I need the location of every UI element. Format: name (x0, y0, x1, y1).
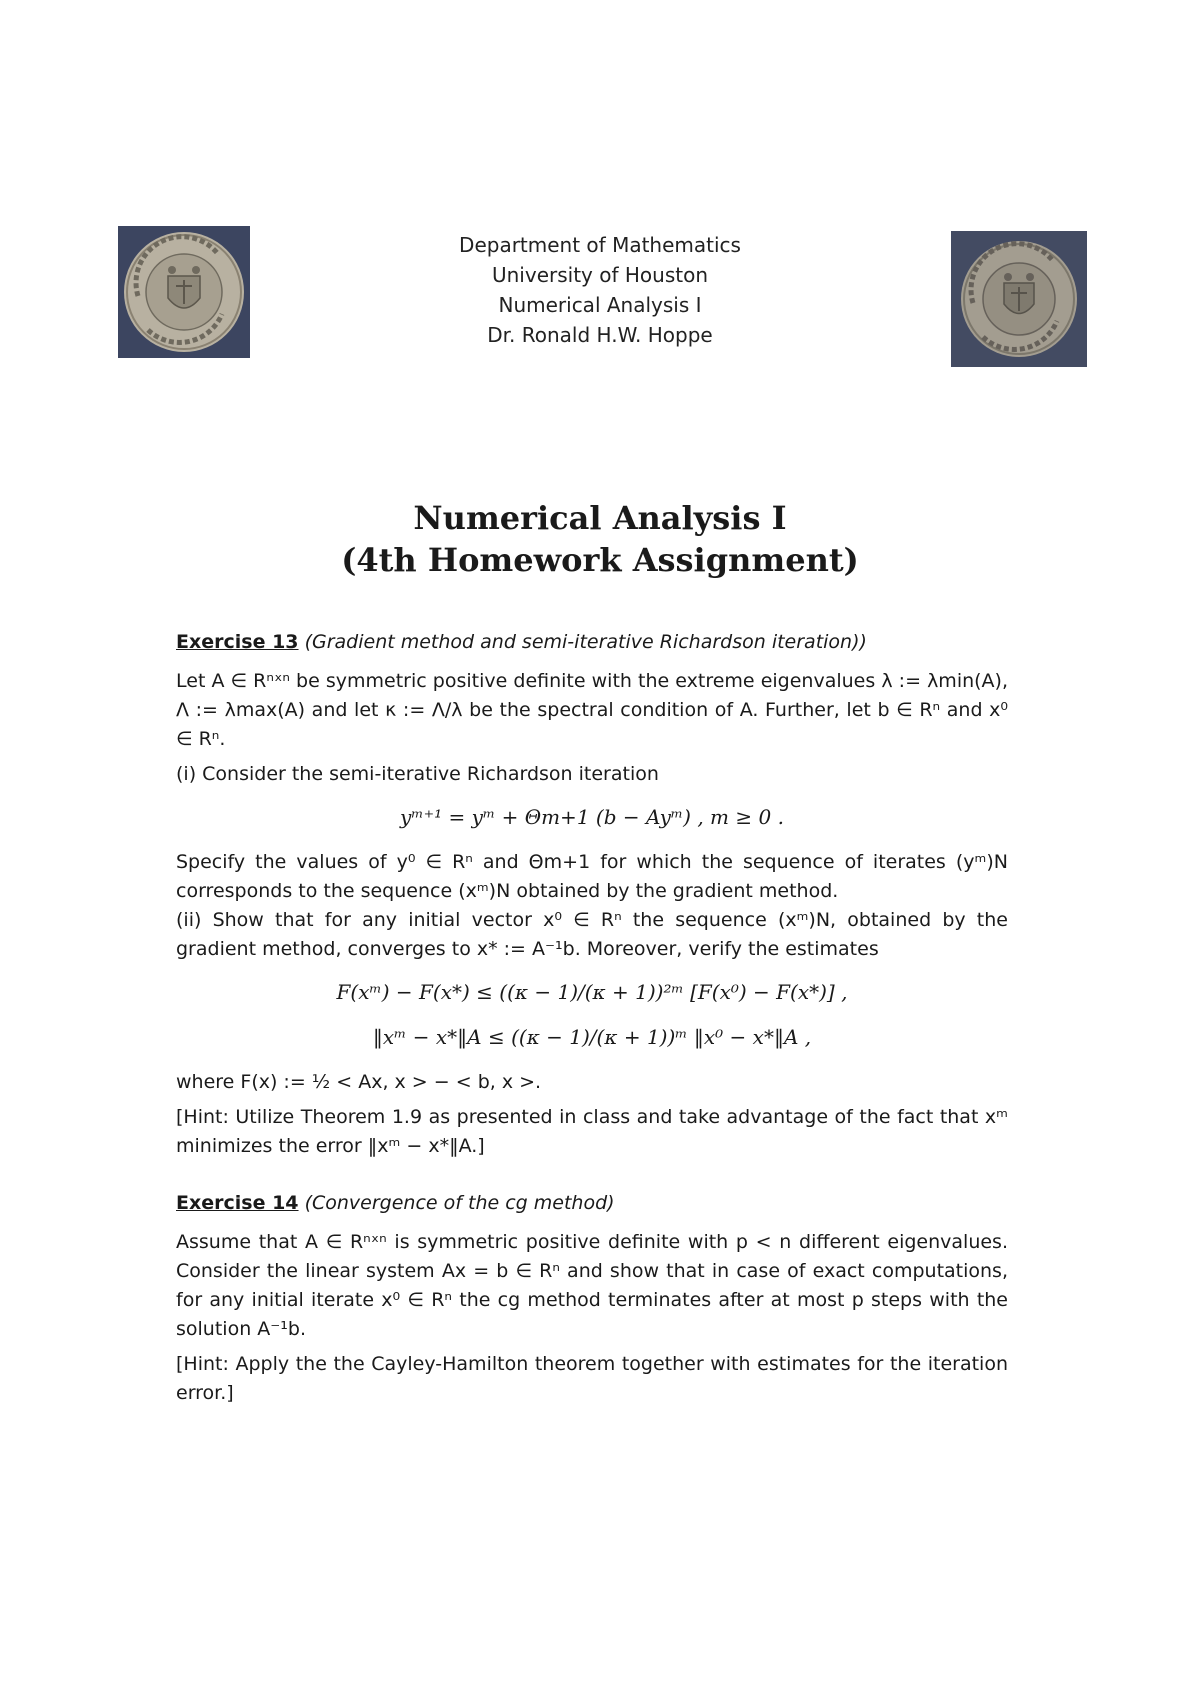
header-university: University of Houston (491, 263, 708, 287)
header-course: Numerical Analysis I (498, 293, 702, 317)
exercise-13-hint: [Hint: Utilize Theorem 1.9 as presented in class and take advantage of the fact that xᵐ minimizes the error ‖xᵐ − x*‖A.] (176, 1106, 1008, 1157)
title-line-1: Numerical Analysis I (413, 499, 787, 537)
exercise-14-statement: Assume that A ∈ Rⁿˣⁿ is symmetric positive definite with p < n different eigenvalues. Consider the linear system Ax = b ∈ Rⁿ and show that in case of exact computations, for any initial iterate x⁰ ∈ Rⁿ the cg method terminates after at most p steps with the solution A⁻¹b. (176, 1231, 1008, 1340)
exercise-13-part-i: (i) Consider the semi-iterative Richardson iteration (176, 763, 659, 785)
exercise-13-part-i-task: Specify the values of y⁰ ∈ Rⁿ and Θm+1 for which the sequence of iterates (yᵐ)N corresponds to the sequence (xᵐ)N obtained by the gradient method. (176, 851, 1008, 902)
assignment-content (176, 628, 1008, 1408)
title-line-2: (4th Homework Assignment) (341, 541, 859, 579)
header-instructor: Dr. Ronald H.W. Hoppe (487, 323, 713, 347)
header-block (0, 230, 1200, 350)
exercise-13-number: Exercise 13 (176, 631, 299, 653)
exercise-13-part-ii: (ii) Show that for any initial vector x⁰ ∈ Rⁿ the sequence (xᵐ)N, obtained by the gradient method, converges to x* := A⁻¹b. Moreover, verify the estimates (176, 909, 1008, 960)
exercise-14-subtitle: (Convergence of the cg method) (304, 1192, 615, 1214)
exercise-14-number: Exercise 14 (176, 1192, 299, 1214)
exercise-13-heading (176, 628, 1008, 657)
functional-definition: where F(x) := ½ < Ax, x > − < b, x >. (176, 1071, 542, 1093)
energy-norm-error-estimate: ‖xᵐ − x*‖A ≤ ((κ − 1)/(κ + 1))ᵐ ‖x⁰ − x*‖A , (372, 1025, 812, 1049)
header-department: Department of Mathematics (459, 233, 741, 257)
exercise-13-subtitle: (Gradient method and semi-iterative Richardson iteration)) (304, 631, 867, 653)
document-title (0, 497, 1200, 581)
functional-error-estimate: F(xᵐ) − F(x*) ≤ ((κ − 1)/(κ + 1))²ᵐ [F(x⁰) − F(x*)] , (336, 980, 848, 1004)
exercise-14-hint: [Hint: Apply the the Cayley-Hamilton theorem together with estimates for the iteration error.] (176, 1353, 1008, 1404)
richardson-iteration-equation: yᵐ⁺¹ = yᵐ + Θm+1 (b − Ayᵐ) , m ≥ 0 . (400, 805, 784, 829)
exercise-13-statement: Let A ∈ Rⁿˣⁿ be symmetric positive definite with the extreme eigenvalues λ := λmin(A), Λ := λmax(A) and let κ := Λ/λ be the spectral condition of A. Further, let b ∈ Rⁿ and x⁰ ∈ Rⁿ. (176, 670, 1008, 750)
exercise-14-heading (176, 1189, 1008, 1218)
